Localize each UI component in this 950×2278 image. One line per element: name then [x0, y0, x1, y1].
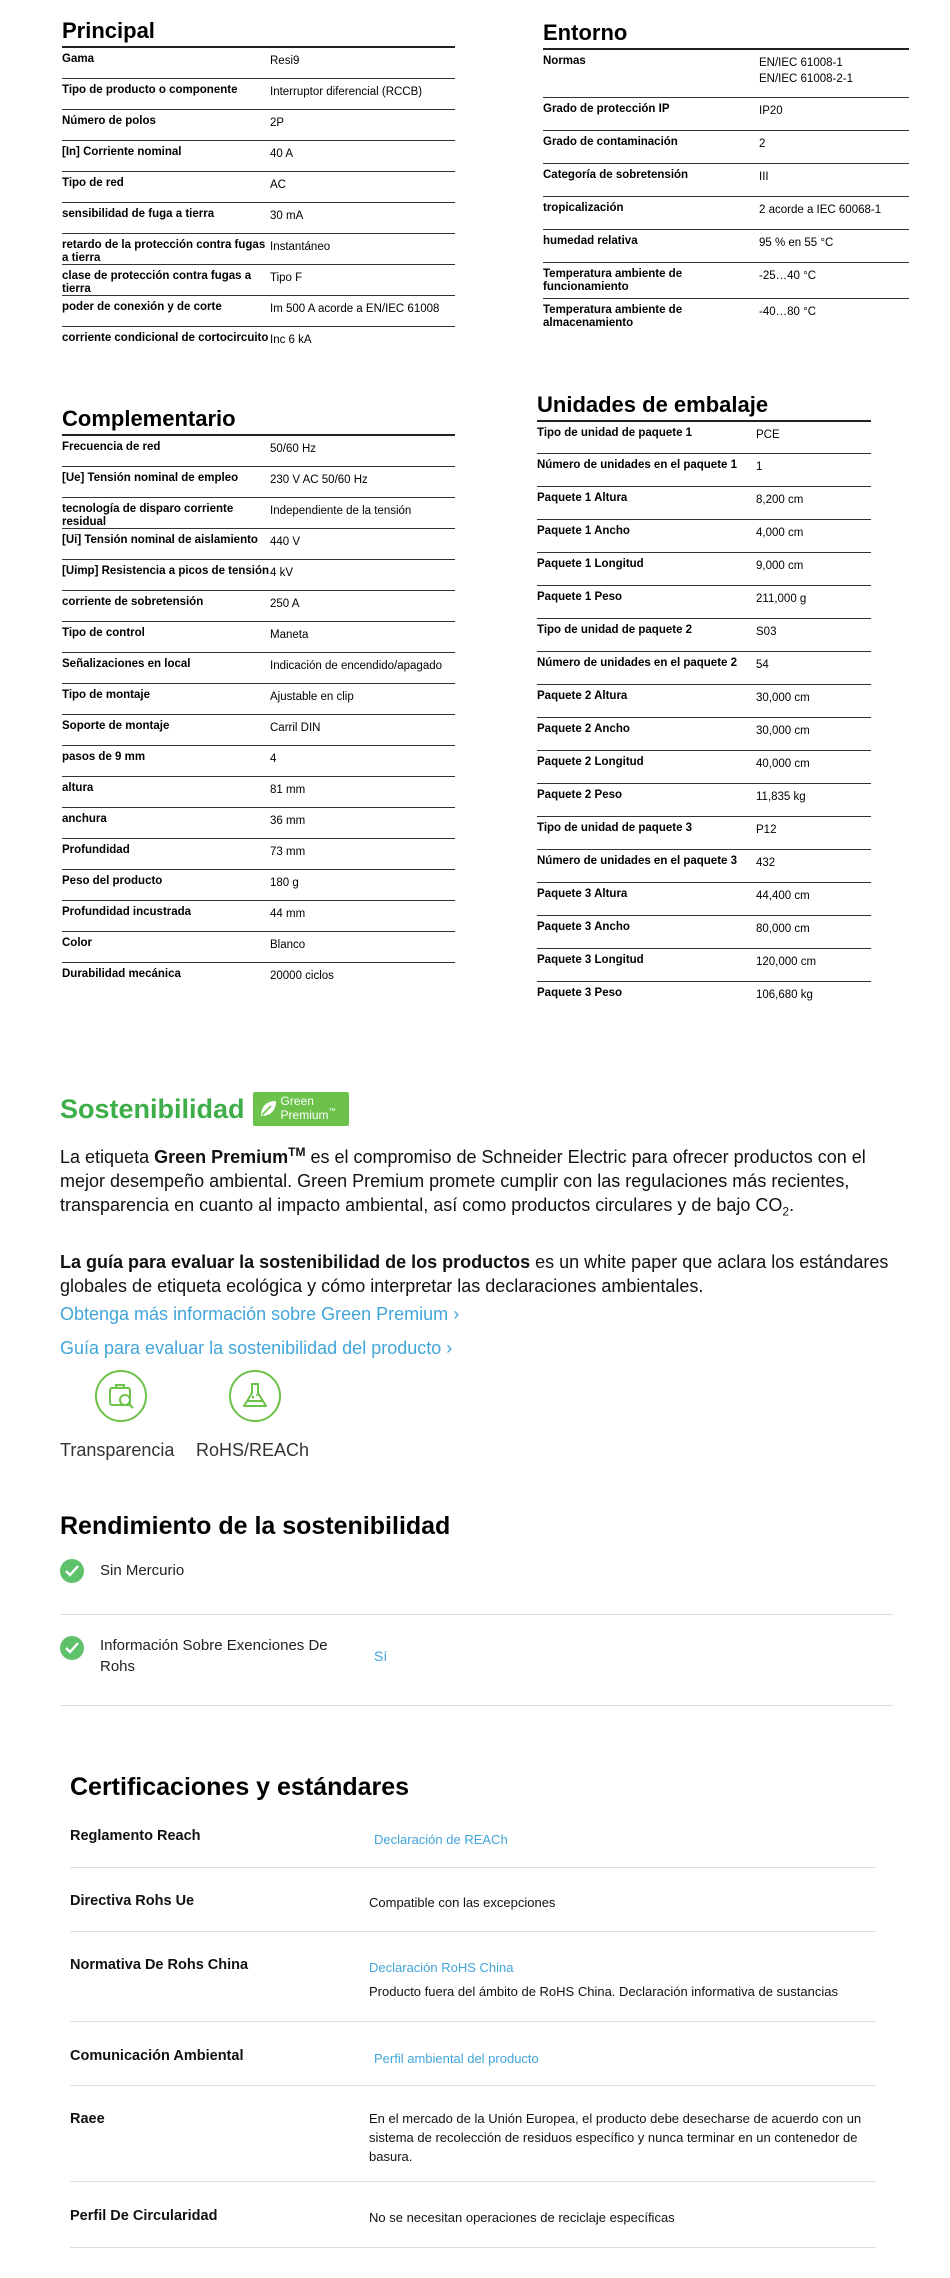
complementario-title: Complementario	[62, 406, 455, 436]
row-value: 4	[270, 753, 277, 765]
table-row	[543, 230, 909, 263]
link2-label: Guía para evaluar la sostenibilidad del producto	[60, 1338, 442, 1358]
table-row	[70, 2182, 876, 2248]
row-value: Indicación de encendido/apagado	[270, 660, 443, 672]
row-key: Paquete 3 Longitud	[537, 954, 644, 966]
badge-line-2-text: Premium	[280, 1108, 329, 1122]
table-row	[537, 586, 871, 619]
row-key: pasos de 9 mm	[62, 751, 146, 763]
row-value: 40 A	[270, 148, 294, 160]
row-value: 73 mm	[270, 846, 306, 858]
p1-tm: TM	[288, 1145, 306, 1159]
row-key: Paquete 2 Peso	[537, 789, 623, 801]
p1-intro: La etiqueta	[60, 1147, 155, 1167]
table-row	[543, 164, 909, 197]
row-value: S03	[756, 626, 777, 638]
row-key: [Ui] Tensión nominal de aislamiento	[62, 534, 258, 546]
table-row	[543, 197, 909, 230]
badge-line-1: Green	[280, 1094, 314, 1108]
row-value: Resi9	[270, 55, 300, 67]
row-key: tropicalización	[543, 202, 624, 214]
green-premium-info-link[interactable]	[60, 1304, 459, 1325]
row-value: 30,000 cm	[756, 725, 810, 737]
row-value: 2 acorde a IEC 60068-1	[759, 204, 882, 216]
cert-value: Compatible con las excepciones	[369, 1895, 556, 1910]
cert-key: Directiva Rohs Ue	[70, 1893, 195, 1909]
row-key: Señalizaciones en local	[62, 658, 191, 670]
p2-bold: La guía para evaluar la sostenibilidad de los productos	[60, 1252, 531, 1272]
table-row	[543, 98, 909, 131]
row-key: Tipo de red	[62, 177, 124, 189]
row-value: 180 g	[270, 877, 299, 889]
row-key: Color	[62, 937, 93, 949]
row-value: 44,400 cm	[756, 890, 810, 902]
table-row	[62, 296, 455, 327]
table-row	[62, 746, 455, 777]
row-value: Tipo F	[270, 272, 303, 284]
row-value: 80,000 cm	[756, 923, 810, 935]
table-row	[62, 684, 455, 715]
row-value: Ajustable en clip	[270, 691, 354, 703]
table-row	[62, 141, 455, 172]
row-value: PCE	[756, 429, 780, 441]
row-key: Tipo de unidad de paquete 2	[537, 624, 693, 636]
row-key: Paquete 2 Ancho	[537, 723, 630, 735]
table-row	[62, 932, 455, 963]
row-key: Tipo de unidad de paquete 1	[537, 427, 693, 439]
certifications-title: Certificaciones y estándares	[70, 1773, 410, 1801]
table-row	[62, 715, 455, 746]
flask-icon[interactable]	[229, 1370, 281, 1422]
row-value: 8,200 cm	[756, 494, 804, 506]
row-key: Paquete 3 Altura	[537, 888, 628, 900]
environmental-profile-link[interactable]: Perfil ambiental del producto	[374, 2051, 539, 2066]
row-key: Durabilidad mecánica	[62, 968, 181, 980]
row-key: Paquete 3 Peso	[537, 987, 623, 999]
table-row	[543, 50, 909, 98]
entorno-table	[543, 20, 909, 335]
row-value: 30 mA	[270, 210, 304, 222]
table-row	[62, 529, 455, 560]
green-premium-paragraph	[60, 1140, 900, 1224]
p1-sub: 2	[782, 1204, 790, 1219]
cert-key: Perfil De Circularidad	[70, 2208, 218, 2224]
entorno-title: Entorno	[543, 20, 909, 50]
row-key: Temperatura ambiente de almacenamiento	[543, 304, 683, 329]
row-key: Paquete 3 Ancho	[537, 921, 630, 933]
table-row	[537, 685, 871, 718]
reach-declaration-link[interactable]: Declaración de REACh	[374, 1832, 508, 1847]
row-value: 50/60 Hz	[270, 443, 317, 455]
row-key: [Uimp] Resistencia a picos de tensión	[62, 565, 270, 577]
table-row	[62, 901, 455, 932]
embalaje-table	[537, 392, 871, 1015]
row-key: [In] Corriente nominal	[62, 146, 182, 158]
table-row	[537, 422, 871, 454]
row-value: 4 kV	[270, 567, 294, 579]
table-row	[537, 718, 871, 751]
row-value: 81 mm	[270, 784, 306, 796]
performance-title: Rendimiento de la sostenibilidad	[60, 1512, 451, 1540]
row-value: 40,000 cm	[756, 758, 810, 770]
row-value: 36 mm	[270, 815, 306, 827]
table-row	[70, 2086, 876, 2182]
table-row	[62, 560, 455, 591]
sustainability-header	[60, 1092, 349, 1126]
table-row	[537, 883, 871, 916]
table-row	[62, 870, 455, 901]
row-value: 1	[756, 461, 763, 473]
row-key: anchura	[62, 813, 107, 825]
row-value: 440 V	[270, 536, 301, 548]
table-row	[62, 808, 455, 839]
row-key: clase de protección contra fugas a tierra	[62, 270, 252, 295]
table-row	[537, 751, 871, 784]
row-value: 106,680 kg	[756, 989, 813, 1001]
cert-key: Raee	[70, 2111, 105, 2127]
table-row	[62, 79, 455, 110]
table-row	[537, 982, 871, 1015]
table-row	[543, 299, 909, 335]
table-row	[62, 327, 455, 363]
table-row	[62, 203, 455, 234]
row-key: [Ue] Tensión nominal de empleo	[62, 472, 239, 484]
table-row	[62, 234, 455, 265]
table-row	[537, 619, 871, 652]
table-row	[537, 553, 871, 586]
p1-end: .	[789, 1195, 795, 1215]
list-item	[60, 1552, 893, 1615]
embalaje-title: Unidades de embalaje	[537, 392, 871, 422]
row-value: 230 V AC 50/60 Hz	[270, 474, 368, 486]
transparency-label: Transparencia	[60, 1440, 175, 1460]
row-key: sensibilidad de fuga a tierra	[62, 208, 215, 220]
table-row	[62, 48, 455, 79]
row-value: -40…80 °C	[759, 306, 817, 318]
row-value: Maneta	[270, 629, 309, 641]
row-value: 20000 ciclos	[270, 970, 334, 982]
row-value: Interruptor diferencial (RCCB)	[270, 86, 423, 98]
row-value: 54	[756, 659, 769, 671]
row-value: 2P	[270, 117, 285, 129]
row-value: 432	[756, 857, 776, 869]
principal-title: Principal	[62, 18, 455, 48]
row-key: Profundidad	[62, 844, 130, 856]
row-value: 120,000 cm	[756, 956, 817, 968]
rohs-reach-label: RoHS/REACh	[196, 1440, 310, 1460]
cert-key: Comunicación Ambiental	[70, 2048, 244, 2064]
row-key: humedad relativa	[543, 235, 638, 247]
table-row	[70, 1868, 876, 1932]
list-item	[60, 1615, 893, 1706]
table-row	[62, 591, 455, 622]
table-row	[62, 653, 455, 684]
row-key: Número de unidades en el paquete 1	[537, 459, 738, 471]
table-row	[62, 172, 455, 203]
chevron-right-icon: ›	[453, 1304, 460, 1324]
table-row	[537, 850, 871, 883]
row-key: Número de polos	[62, 115, 156, 127]
guide-paragraph	[60, 1250, 900, 1298]
sustainability-guide-link[interactable]	[60, 1338, 452, 1359]
row-key: Gama	[62, 53, 94, 65]
cert-value: En el mercado de la Unión Europea, el producto debe desecharse de acuerdo con un sistema de recolección de residuos específico y nunca terminar en un contenedor de basura.	[369, 2111, 862, 2164]
p2-rest: es un white paper que aclara los estándares globales de etiqueta ecológica y cómo interpretar las declaraciones ambientales.	[60, 1252, 889, 1296]
table-row	[70, 1816, 876, 1868]
row-key: Número de unidades en el paquete 3	[537, 855, 738, 867]
cert-value: No se necesitan operaciones de reciclaje específicas	[369, 2210, 675, 2225]
sustainability-title: Sostenibilidad	[60, 1093, 245, 1124]
table-row	[62, 839, 455, 870]
leaf-icon	[257, 1098, 279, 1120]
mercury-free-label: Sin Mercurio	[100, 1562, 185, 1579]
row-value: 211,000 g	[756, 593, 807, 605]
table-row	[543, 263, 909, 299]
table-row	[62, 963, 455, 994]
row-value: 44 mm	[270, 908, 306, 920]
row-key: Profundidad incustrada	[62, 906, 192, 918]
row-value: III	[759, 171, 769, 183]
table-row	[537, 520, 871, 553]
green-premium-badge	[253, 1092, 349, 1126]
table-row	[62, 777, 455, 808]
row-key: corriente condicional de cortocircuito	[62, 332, 269, 344]
table-row	[537, 454, 871, 487]
row-key: Frecuencia de red	[62, 441, 161, 453]
row-key: Temperatura ambiente de funcionamiento	[543, 268, 683, 293]
row-key: Grado de protección IP	[543, 103, 670, 115]
row-key: Paquete 1 Longitud	[537, 558, 644, 570]
chevron-right-icon: ›	[446, 1338, 453, 1358]
row-key: Grado de contaminación	[543, 136, 678, 148]
table-row	[543, 131, 909, 164]
badge-line-2	[281, 1108, 336, 1122]
cert-key: Normativa De Rohs China	[70, 1957, 249, 1973]
row-key: Tipo de control	[62, 627, 145, 639]
p1-bold: Green Premium	[154, 1147, 289, 1167]
table-row	[537, 817, 871, 850]
row-key: poder de conexión y de corte	[62, 301, 222, 313]
row-value: Blanco	[270, 939, 306, 951]
row-key: Paquete 1 Peso	[537, 591, 623, 603]
table-row	[537, 784, 871, 817]
row-key: Tipo de montaje	[62, 689, 150, 701]
table-row	[537, 652, 871, 685]
row-key: tecnología de disparo corriente residual	[62, 503, 234, 528]
principal-table	[62, 18, 455, 363]
table-row	[537, 487, 871, 520]
table-row	[62, 467, 455, 498]
rohs-exemptions-value[interactable]: Sí	[374, 1648, 388, 1664]
table-row	[70, 2022, 876, 2086]
row-key: Paquete 2 Altura	[537, 690, 628, 702]
link1-label: Obtenga más información sobre Green Premium	[60, 1304, 449, 1324]
row-value: 4,000 cm	[756, 527, 804, 539]
row-value: Im 500 A acorde a EN/IEC 61008	[270, 303, 440, 315]
table-row	[62, 110, 455, 141]
transparency-icon[interactable]	[95, 1370, 147, 1422]
cert-key: Reglamento Reach	[70, 1828, 201, 1844]
row-value: 9,000 cm	[756, 560, 804, 572]
row-key: Peso del producto	[62, 875, 163, 887]
check-circle-icon	[60, 1636, 84, 1660]
table-row	[62, 436, 455, 467]
table-row	[62, 622, 455, 653]
row-value: 2	[759, 138, 766, 150]
row-value: AC	[270, 179, 286, 191]
row-value: P12	[756, 824, 777, 836]
row-value: Independiente de la tensión	[270, 505, 412, 517]
row-value: EN/IEC 61008-1 EN/IEC 61008-2-1	[759, 57, 853, 85]
row-value: 250 A	[270, 598, 300, 610]
row-value: Inc 6 kA	[270, 334, 312, 346]
table-row	[537, 916, 871, 949]
row-value: Carril DIN	[270, 722, 321, 734]
row-value: 95 % en 55 °C	[759, 237, 834, 249]
row-key: Tipo de unidad de paquete 3	[537, 822, 693, 834]
complementario-table	[62, 406, 455, 994]
table-row	[70, 1932, 876, 2022]
cert-value: Producto fuera del ámbito de RoHS China. Declaración informativa de sustancias	[369, 1984, 838, 1999]
row-value: 30,000 cm	[756, 692, 810, 704]
table-row	[537, 949, 871, 982]
row-value: Instantáneo	[270, 241, 331, 253]
row-key: Categoría de sobretensión	[543, 169, 689, 181]
row-value: 11,835 kg	[756, 791, 806, 803]
row-key: Soporte de montaje	[62, 720, 170, 732]
row-key: Paquete 1 Altura	[537, 492, 628, 504]
badge-trademark: ™	[328, 1108, 336, 1115]
row-key: Paquete 1 Ancho	[537, 525, 630, 537]
row-key: corriente de sobretensión	[62, 596, 204, 608]
row-key: Paquete 2 Longitud	[537, 756, 644, 768]
row-value: IP20	[759, 105, 783, 117]
table-row	[62, 265, 455, 296]
table-row	[62, 498, 455, 529]
row-key: retardo de la protección contra fugas a tierra	[62, 239, 266, 264]
p1-body: es el compromiso de Schneider Electric para ofrecer productos con el mejor desempeño ambiental. Green Premium promete cumplir con las regulaciones más recientes, transparencia en cuanto al impacto ambiental, así como productos circulares y de bajo CO	[60, 1147, 866, 1215]
row-key: altura	[62, 782, 94, 794]
row-value: -25…40 °C	[759, 270, 817, 282]
rohs-exemptions-label: Información Sobre Exenciones De Rohs	[100, 1637, 328, 1675]
row-key: Tipo de producto o componente	[62, 84, 238, 96]
row-key: Normas	[543, 55, 586, 67]
rohs-china-declaration-link[interactable]: Declaración RoHS China	[369, 1960, 514, 1975]
row-key: Número de unidades en el paquete 2	[537, 657, 738, 669]
check-circle-icon	[60, 1559, 84, 1583]
